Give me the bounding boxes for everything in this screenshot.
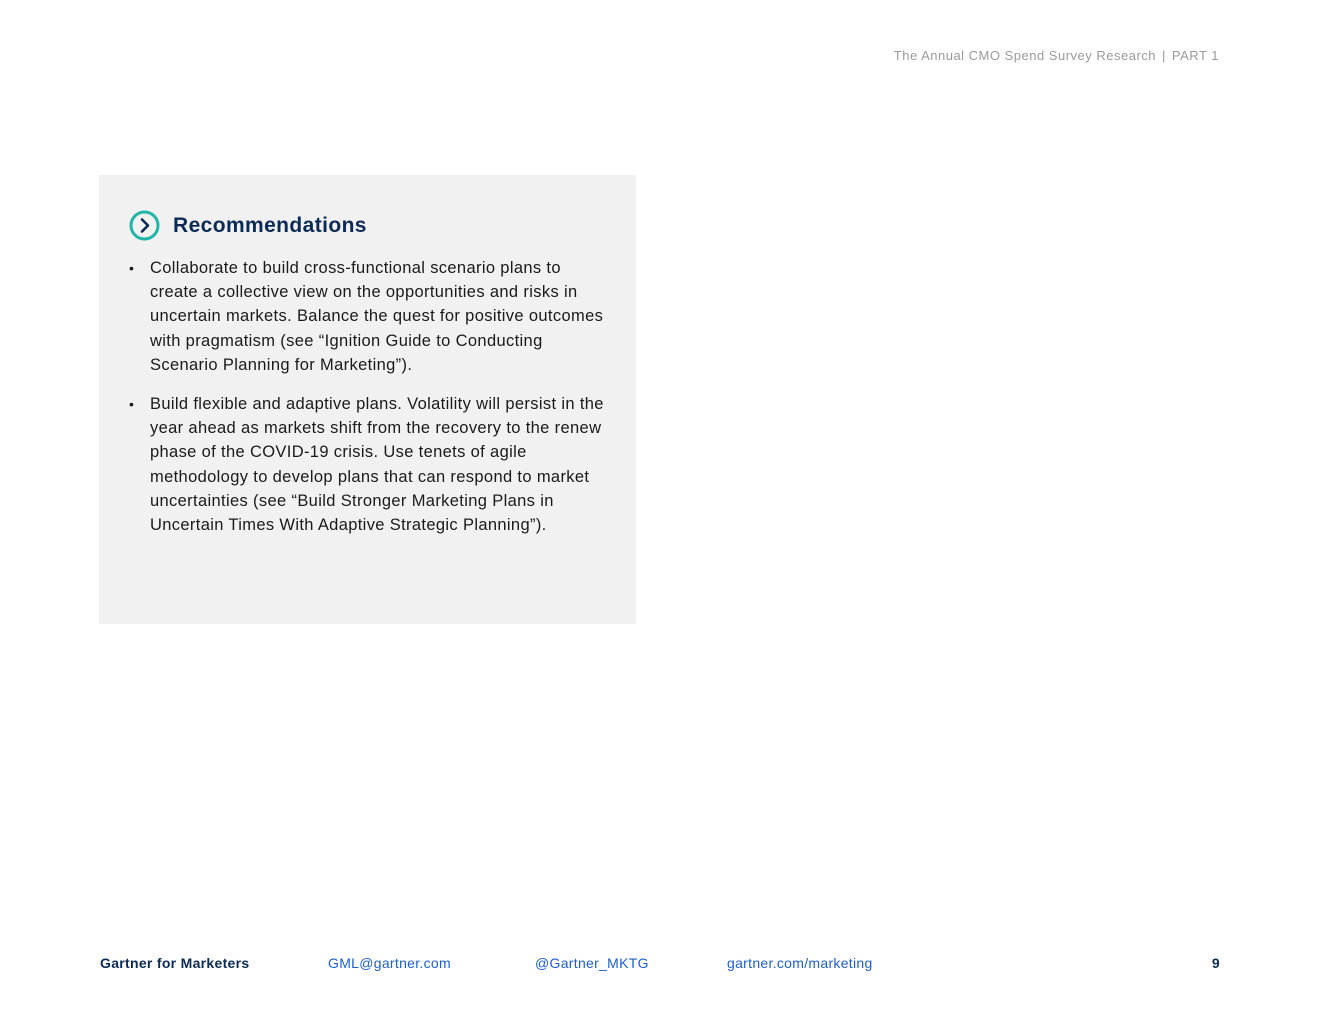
footer-twitter-link[interactable]: @Gartner_MKTG bbox=[535, 955, 649, 971]
recommendations-title: Recommendations bbox=[173, 213, 367, 237]
footer-website-link[interactable]: gartner.com/marketing bbox=[727, 955, 873, 971]
recommendations-box bbox=[99, 175, 636, 624]
part-label: PART 1 bbox=[1171, 48, 1219, 63]
recommendation-text: Collaborate to build cross-functional scenario plans to create a collective view on the opportunities and risks in uncertain markets. Balance the quest for positive outcomes with pragmatism (see “Ignition Guide to Conducting Scenario Planning for Marketing”). bbox=[150, 259, 604, 374]
header-separator: | bbox=[1162, 48, 1166, 63]
bullet-icon: • bbox=[129, 396, 135, 413]
recommendations-heading bbox=[129, 210, 367, 241]
list-item bbox=[129, 392, 605, 537]
recommendation-text: Build flexible and adaptive plans. Volatility will persist in the year ahead as markets shift from the recovery to the renew phase of the COVID-19 crisis. Use tenets of agile methodology to develop plans that can respond to market uncertainties (see “Build Stronger Marketing Plans in Uncertain Times With Adaptive Strategic Planning”). bbox=[150, 395, 604, 535]
recommendations-list bbox=[129, 256, 605, 552]
footer-brand: Gartner for Marketers bbox=[100, 955, 250, 971]
bullet-icon: • bbox=[129, 260, 135, 276]
chevron-right-circle-icon bbox=[129, 210, 160, 241]
list-item bbox=[129, 256, 605, 377]
page-footer bbox=[100, 955, 1220, 975]
page-number: 9 bbox=[1211, 955, 1220, 971]
footer-email-link[interactable]: GML@gartner.com bbox=[328, 955, 451, 971]
document-title: The Annual CMO Spend Survey Research bbox=[893, 48, 1157, 63]
running-header bbox=[894, 48, 1219, 63]
